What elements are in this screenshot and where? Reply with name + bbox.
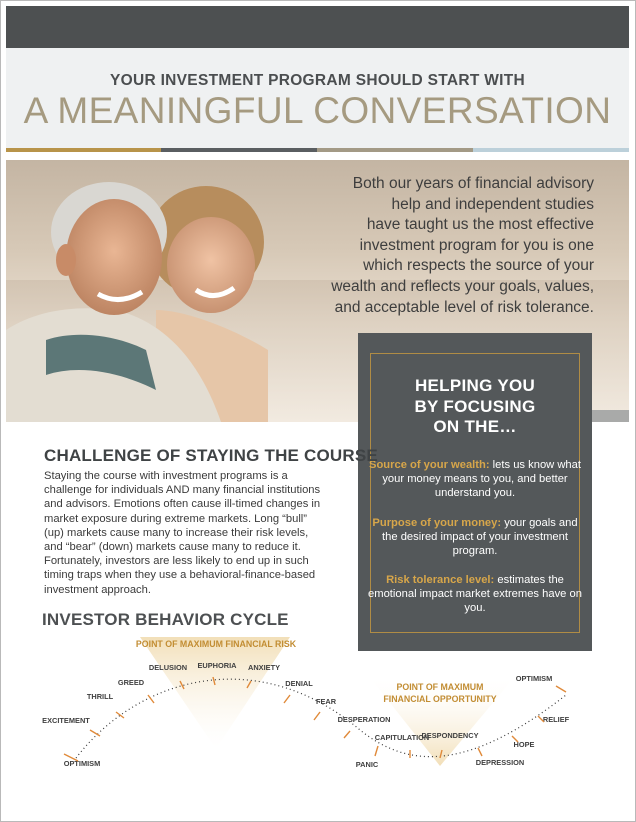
intro-line: wealth and reflects your goals, values, bbox=[331, 277, 594, 295]
stage-label-greed: GREED bbox=[117, 678, 145, 687]
challenge-line: challenge for individuals AND many financial institutions bbox=[44, 484, 321, 497]
focus-item-lead: Purpose of your money: bbox=[372, 517, 502, 529]
stage-tick bbox=[344, 731, 350, 738]
stage-layer bbox=[42, 661, 569, 769]
intro-line: have taught us the most effective bbox=[366, 216, 594, 234]
focus-box-border bbox=[370, 353, 580, 633]
challenge-line: (up) markets cause many to increase their risk levels, bbox=[44, 526, 309, 539]
stage-label-fear: FEAR bbox=[315, 697, 337, 706]
challenge-line: timing traps when they use a behavioral-finance-based bbox=[44, 569, 316, 582]
challenge-line: investment approach. bbox=[44, 583, 151, 596]
stage-label-depression: DEPRESSION bbox=[475, 758, 525, 767]
stage-tick bbox=[116, 712, 124, 718]
stage-label-thrill: THRILL bbox=[86, 692, 114, 701]
challenge-title: CHALLENGE OF STAYING THE COURSE bbox=[44, 446, 378, 465]
focus-item-lead: Source of your wealth: bbox=[368, 459, 490, 471]
opportunity-label: POINT OF MAXIMUM bbox=[396, 682, 484, 692]
intro-line: which respects the source of your bbox=[363, 257, 594, 275]
focus-item-lead: Risk tolerance level: bbox=[386, 574, 495, 586]
opportunity-cone bbox=[372, 680, 512, 766]
stage-label-delusion: DELUSION bbox=[148, 663, 188, 672]
stage-label-hope: HOPE bbox=[513, 740, 535, 749]
intro-line: Both our years of financial advisory bbox=[352, 175, 594, 192]
focus-box-title bbox=[371, 376, 579, 438]
focus-title-line: BY FOCUSING bbox=[414, 396, 536, 416]
stage-label-denial: DENIAL bbox=[285, 679, 313, 688]
headline-kicker: YOUR INVESTMENT PROGRAM SHOULD START WITH bbox=[109, 72, 525, 89]
challenge-line: market exposure during extreme markets. Long “bull” bbox=[44, 512, 308, 525]
focus-title-line: ON THE… bbox=[433, 417, 517, 436]
stage-label-anxiety: ANXIETY bbox=[247, 663, 281, 672]
opportunity-label: FINANCIAL OPPORTUNITY bbox=[383, 694, 497, 704]
focus-title-line: HELPING YOU bbox=[414, 376, 536, 395]
challenge-line: and advisors. Emotions often cause ill-timed changes in bbox=[44, 498, 321, 511]
investor-cycle-diagram bbox=[0, 630, 636, 820]
challenge-line: Staying the course with investment programs is a bbox=[44, 470, 288, 482]
focus-box bbox=[358, 333, 592, 651]
stage-tick bbox=[90, 730, 100, 736]
challenge-paragraph bbox=[44, 469, 344, 597]
stage-tick bbox=[478, 748, 482, 756]
stage-tick bbox=[375, 746, 378, 756]
stage-label-euphoria: EUPHORIA bbox=[197, 661, 237, 670]
stage-label-optimism: OPTIMISM bbox=[515, 674, 553, 683]
stage-label-desperation: DESPERATION bbox=[337, 715, 391, 724]
focus-item-purpose bbox=[368, 516, 582, 559]
challenge-line: Fortunately, investors are less likely to end up in such bbox=[44, 555, 309, 568]
stage-label-optimism: OPTIMISM bbox=[63, 759, 101, 768]
challenge-line: and “bear” (down) markets cause many to reduce it. bbox=[44, 541, 301, 554]
focus-item-risk bbox=[368, 573, 582, 616]
stage-label-capitulation: CAPITULATION bbox=[374, 733, 430, 742]
focus-item-text: your goals and the desired impact of your investment program. bbox=[382, 517, 578, 558]
stage-label-excitement: EXCITEMENT bbox=[42, 716, 90, 725]
stage-tick bbox=[314, 712, 320, 720]
page-headline: A MEANINGFUL CONVERSATION bbox=[23, 90, 612, 131]
focus-item-source bbox=[368, 458, 582, 501]
stripe-taupe bbox=[317, 148, 473, 152]
stage-label-relief: RELIEF bbox=[542, 715, 570, 724]
intro-line: investment program for you is one bbox=[359, 236, 594, 254]
risk-label: POINT OF MAXIMUM FINANCIAL RISK bbox=[135, 639, 297, 649]
stage-tick bbox=[284, 695, 290, 703]
intro-line: and acceptable level of risk tolerance. bbox=[334, 298, 594, 316]
stripe-gold bbox=[6, 148, 161, 152]
stage-tick bbox=[556, 686, 566, 692]
stripe-slate bbox=[161, 148, 317, 152]
focus-item-text: lets us know what your money means to you, and better understand you. bbox=[382, 459, 581, 500]
intro-paragraph bbox=[326, 174, 594, 318]
focus-item-text: estimates the emotional impact market extremes have on you. bbox=[368, 574, 582, 615]
intro-line: help and independent studies bbox=[391, 195, 594, 213]
stripe-blue bbox=[473, 148, 629, 152]
risk-cone bbox=[140, 637, 290, 749]
top-banner-bar bbox=[6, 6, 629, 48]
stage-tick bbox=[148, 695, 154, 703]
cycle-title: INVESTOR BEHAVIOR CYCLE bbox=[42, 610, 289, 629]
stage-label-despondency: DESPONDENCY bbox=[421, 731, 479, 740]
stage-label-panic: PANIC bbox=[355, 760, 379, 769]
